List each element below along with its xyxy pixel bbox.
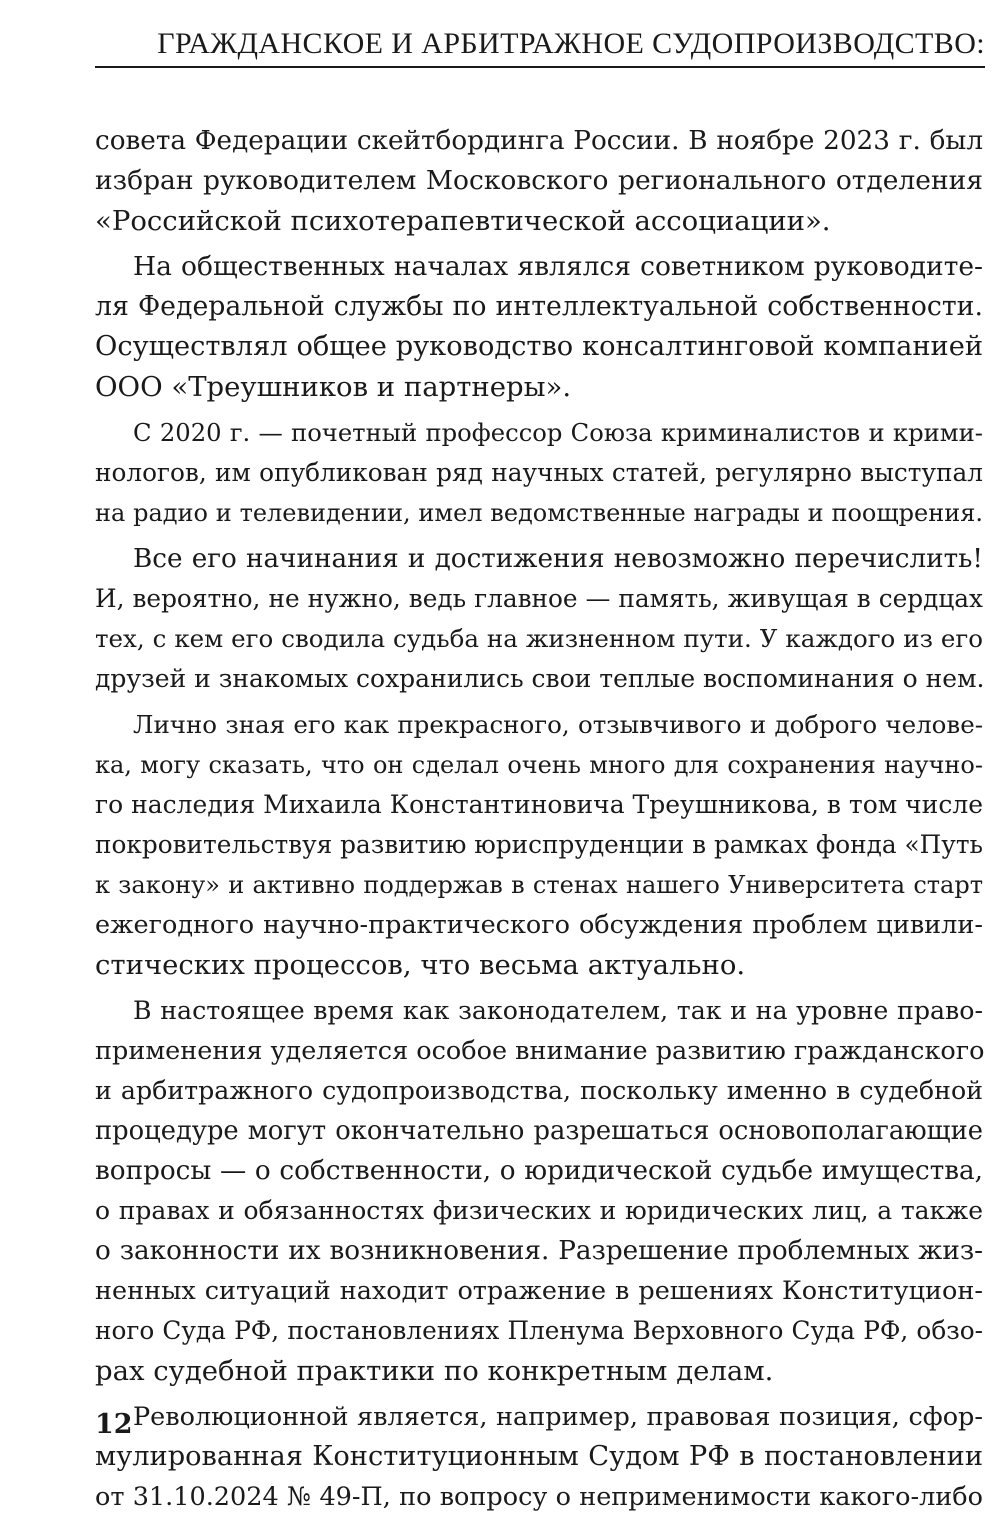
- text-line: И, вероятно, не нужно, ведь главное — память, живущая в сердцах: [95, 584, 983, 613]
- text-line: ненных ситуаций находит отражение в решениях Конституцион-: [95, 1276, 983, 1306]
- text-line: ля Федеральной службы по интеллектуальной собственности.: [95, 291, 983, 322]
- text-line: к закону» и активно поддержав в стенах нашего Университета старт: [95, 871, 983, 899]
- text-line: ка, могу сказать, что он сделал очень много для сохранения научно-: [95, 751, 983, 779]
- text-body: [95, 121, 983, 1517]
- text-line: Все его начинания и достижения невозможно перечислить!: [133, 544, 983, 574]
- paragraph: [95, 991, 983, 1391]
- text-line: ного Суда РФ, постановлениях Пленума Верховного Суда РФ, обзо-: [95, 1316, 983, 1345]
- text-line: стических процессов, что весьма актуально.: [95, 949, 746, 981]
- text-line: На общественных началах являлся советником руководите-: [133, 251, 983, 282]
- text-line: Революционной является, например, правовая позиция, сфор-: [133, 1402, 983, 1432]
- text-line: ежегодного научно-практического обсуждения проблем цивили-: [95, 910, 983, 940]
- text-line: покровительствуя развитию юриспруденции в рамках фонда «Путь: [95, 830, 983, 859]
- text-line: друзей и знакомых сохранились свои теплые воспоминания о нем.: [95, 664, 985, 693]
- text-line: Лично зная его как прекрасного, отзывчивого и доброго челове-: [133, 710, 983, 739]
- text-line: нологов, им опубликован ряд научных статей, регулярно выступал: [95, 458, 983, 487]
- text-line: от 31.10.2024 № 49-П, по вопросу о неприменимости какого-либо: [95, 1482, 983, 1512]
- text-line: рах судебной практики по конкретным делам.: [95, 1355, 774, 1387]
- text-line: совета Федерации скейтбординга России. В ноябре 2023 г. был: [95, 126, 983, 156]
- text-line: на радио и телевидении, имел ведомственные награды и поощрения.: [95, 499, 983, 527]
- text-line: применения уделяется особое внимание развитию гражданского: [95, 1036, 985, 1066]
- running-header: ГРАЖДАНСКОЕ И АРБИТРАЖНОЕ СУДОПРОИЗВОДСТВО:: [157, 27, 985, 60]
- text-line: ООО «Треушников и партнеры».: [95, 371, 572, 403]
- header-rule: [95, 66, 985, 68]
- paragraph: [95, 247, 983, 407]
- text-line: В настоящее время как законодателем, так и на уровне право-: [133, 996, 983, 1025]
- text-line: и арбитражного судопроизводства, поскольку именно в судебной: [95, 1076, 983, 1105]
- text-line: избран руководителем Московского регионального отделения: [95, 165, 983, 196]
- text-line: о правах и обязанностях физических и юридических лиц, а также: [95, 1196, 983, 1225]
- text-line: «Российской психотерапевтической ассоциации».: [95, 205, 831, 237]
- text-line: тех, с кем его сводила судьба на жизненном пути. У каждого из его: [95, 624, 983, 653]
- paragraph: [95, 413, 983, 533]
- paragraph: [95, 121, 983, 241]
- text-line: го наследия Михаила Константиновича Треушникова, в том числе: [95, 790, 984, 819]
- paragraph: [95, 705, 983, 985]
- paragraph: [95, 539, 983, 699]
- paragraph: [95, 1397, 983, 1517]
- text-line: вопросы — о собственности, о юридической судьбе имущества,: [95, 1156, 983, 1186]
- text-line: мулированная Конституционным Судом РФ в постановлении: [95, 1441, 983, 1472]
- text-line: С 2020 г. — почетный профессор Союза криминалистов и крими-: [133, 418, 983, 447]
- page-number: 12: [95, 1409, 133, 1440]
- text-line: Осуществлял общее руководство консалтинговой компанией: [95, 331, 983, 362]
- text-line: о законности их возникновения. Разрешение проблемных жиз-: [95, 1236, 983, 1266]
- text-line: процедуре могут окончательно разрешаться основополагающие: [95, 1116, 983, 1146]
